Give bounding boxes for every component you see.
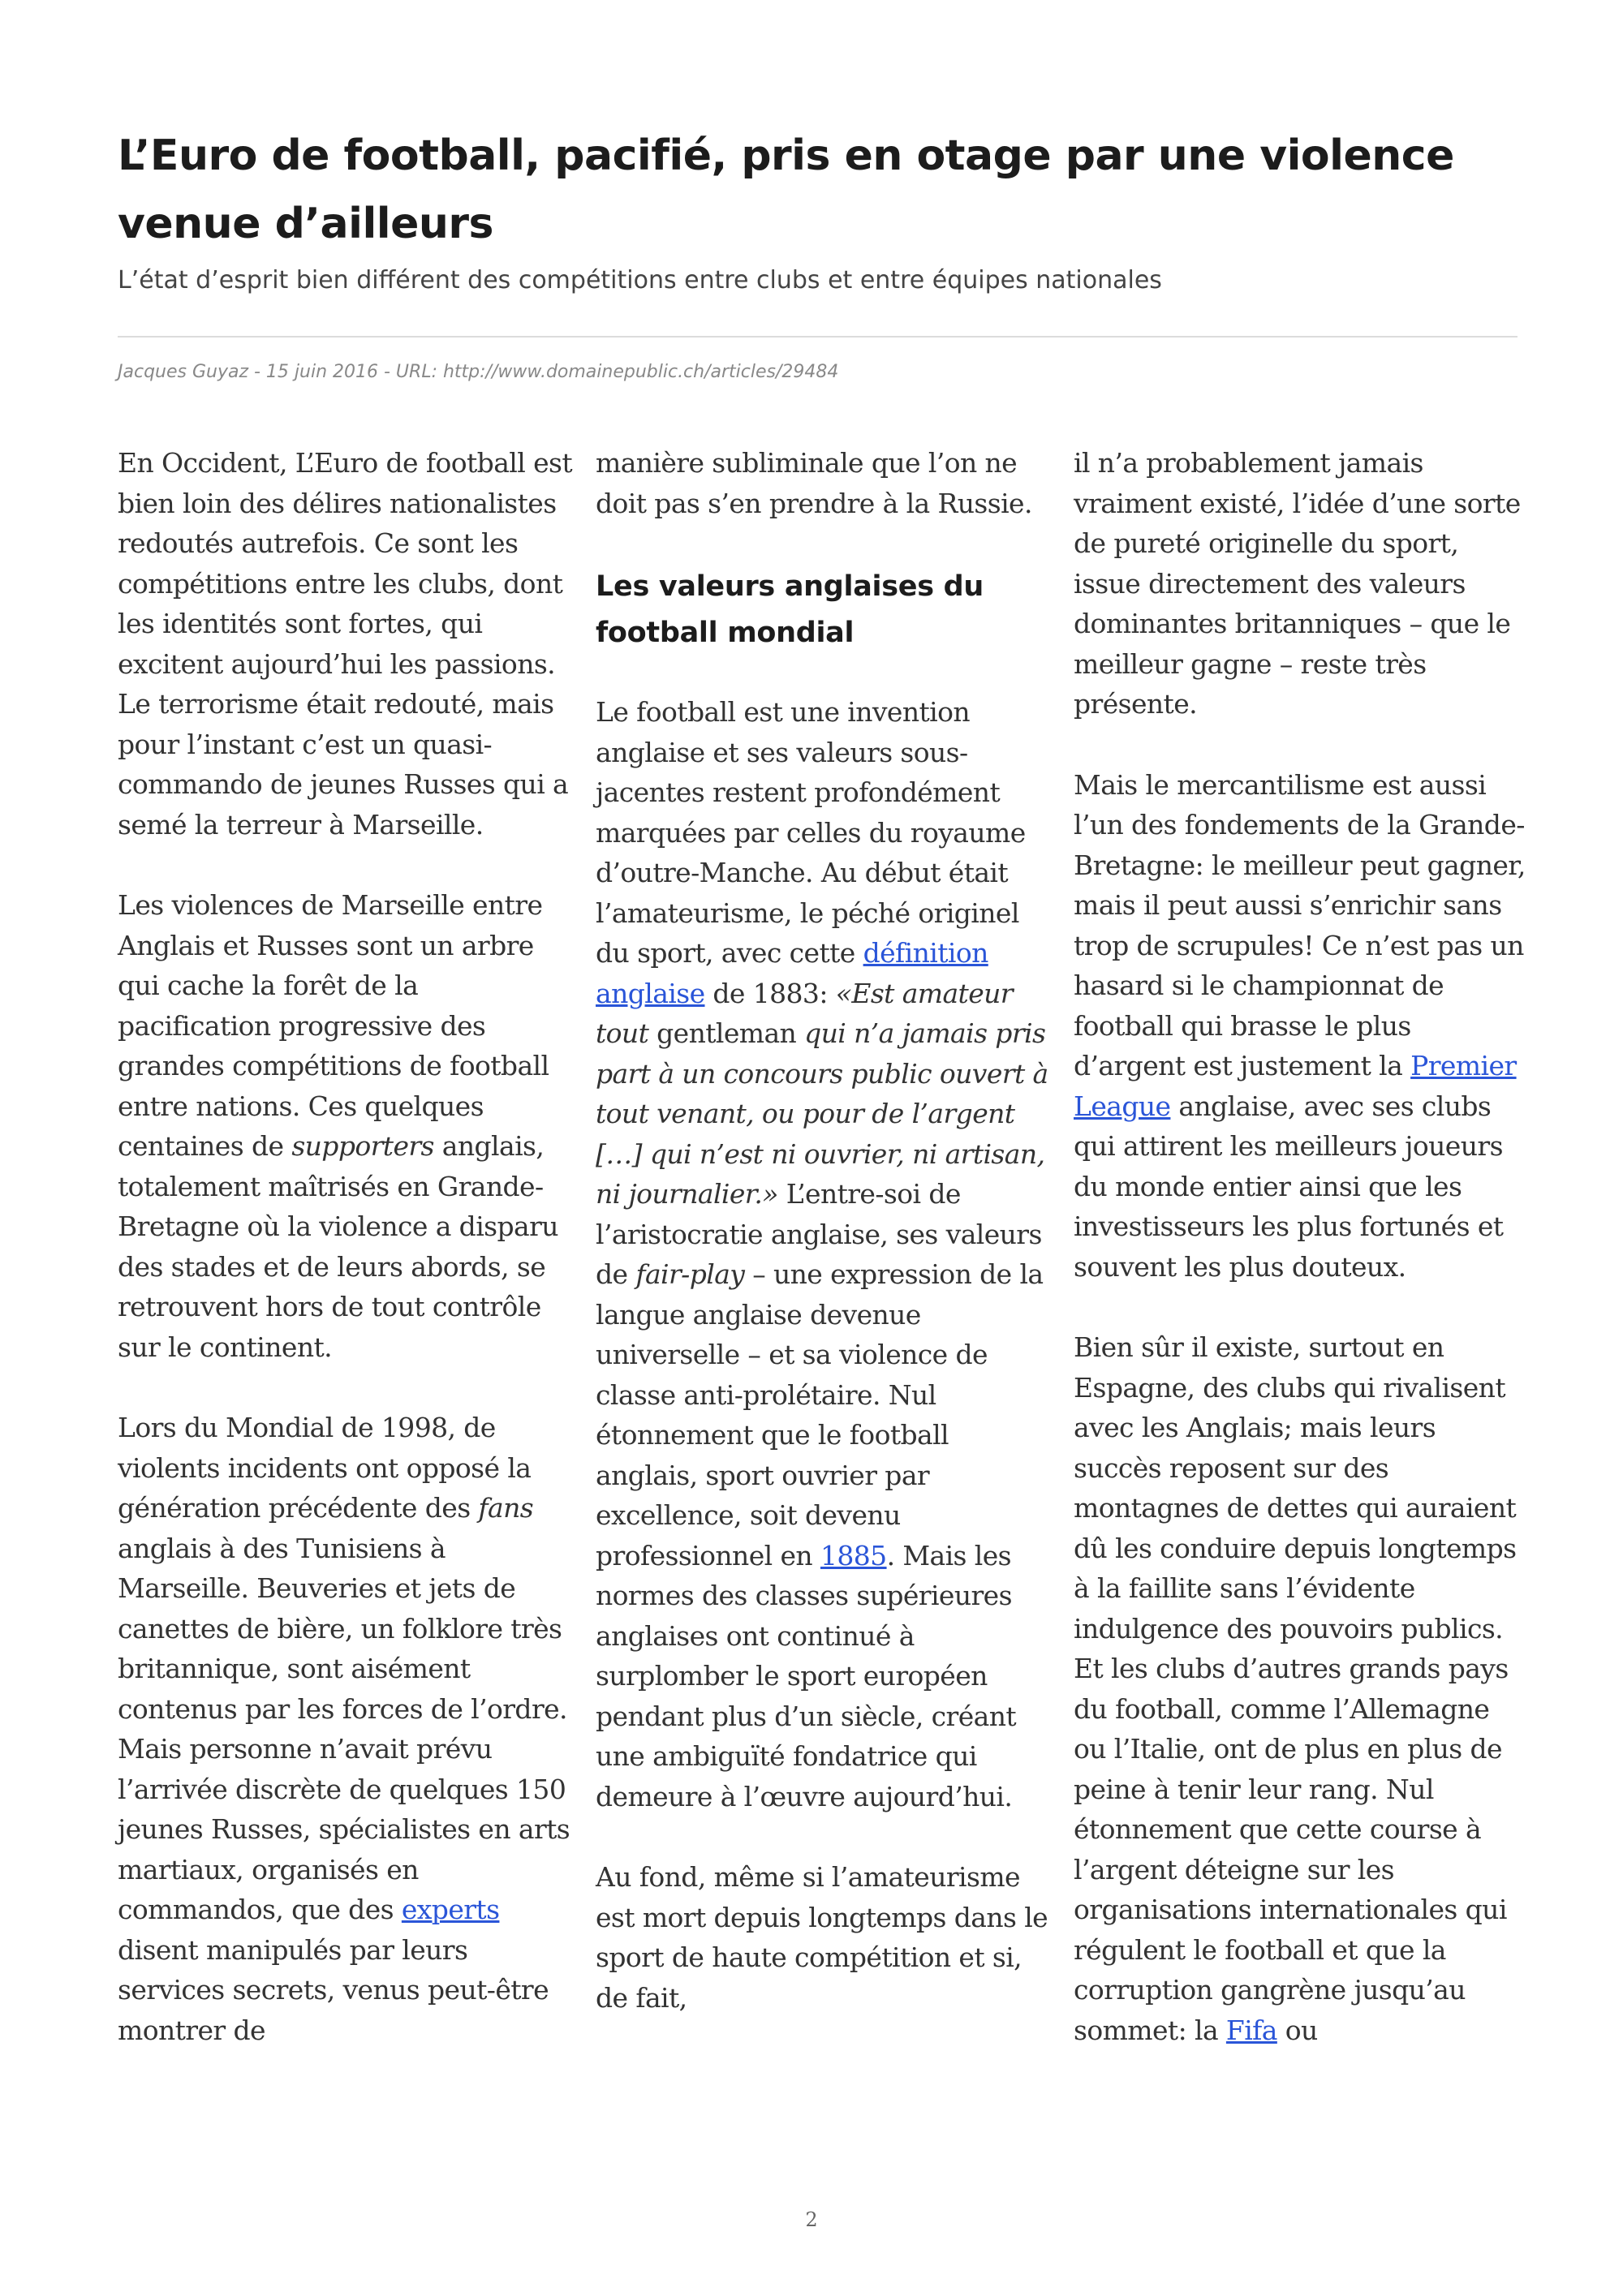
paragraph-text: disent manipulés par leurs services secrets, venus peut-être montrer de — [118, 1933, 549, 2046]
link-fifa[interactable]: Fifa — [1225, 2014, 1277, 2046]
paragraph-text: de 1883: — [704, 977, 836, 1009]
text-column-1 — [118, 443, 572, 2091]
paragraph — [1074, 1327, 1528, 2050]
paragraph — [1074, 765, 1528, 1288]
paragraph-text: ou — [1276, 2014, 1318, 2046]
quote-text: «Est amateur tout — [596, 977, 1013, 1049]
link-1885[interactable]: 1885 — [820, 1539, 887, 1572]
paragraph-text: il n’a probablement jamais vraiment existé, l’idée d’une sorte de pureté originelle du sport, issue directement des valeurs dominantes britanniques – que le meilleur gagne – reste très présente. — [1074, 447, 1521, 720]
text-column-2 — [596, 443, 1050, 2058]
paragraph-text: Le football est une invention anglaise et ses valeurs sous-jacentes restent profondément marquées par celles du royaume d’outre-Manche. Au début était l’amateurisme, le péché originel du sport, avec cette — [596, 696, 1026, 969]
paragraph — [596, 1857, 1050, 2018]
paragraph-text: . Mais les normes des classes supérieures anglaises ont continué à surplomber le sport européen pendant plus d’un siècle, créant une ambiguïté fondatrice qui demeure à l’œuvre aujourd’hui. — [596, 1539, 1017, 1812]
article-meta: Jacques Guyaz - 15 juin 2016 - URL: http://www.domainepublic.ch/articles/29484 — [118, 362, 839, 382]
paragraph-text: anglais à des Tunisiens à Marseille. Beuveries et jets de canettes de bière, un folklore très britannique, sont aisément contenus par les forces de l’ordre. Mais personne n’avait prévu l’arrivée discrète de quelques 150 jeunes Russes, spécialistes en arts martiaux, organisés en commandos, que des — [118, 1532, 570, 1925]
paragraph-text: anglais, totalement maîtrisés en Grande-Bretagne où la violence a disparu des stades et de leurs abords, se retrouvent hors de tout contrôle sur le continent. — [118, 1130, 558, 1363]
link-definition-anglaise[interactable]: définition anglaise — [596, 937, 988, 1009]
paragraph-text: Mais le mercantilisme est aussi l’un des fondements de la Grande-Bretagne: le meilleur peut gagner, mais il peut aussi s’enrichir sans trop de scrupules! Ce n’est pas un hasard si le championnat de football qui brasse le plus d’argent est justement la — [1074, 768, 1526, 1081]
paragraph — [596, 692, 1050, 1817]
section-heading: Les valeurs anglaises du football mondial — [596, 570, 984, 649]
paragraph-text: gentleman — [648, 1017, 805, 1049]
article-subtitle: L’état d’esprit bien différent des compétitions entre clubs et entre équipes nationales — [118, 266, 1162, 295]
paragraph — [118, 1408, 572, 2050]
quote-text: qui n’a jamais pris part à un concours public ouvert à tout venant, ou pour de l’argent […] qui n’est ni ouvrier, ni artisan, ni journalier.» — [596, 1017, 1048, 1210]
paragraph-text: anglaise, avec ses clubs qui attirent les meilleurs joueurs du monde entier ainsi que les investisseurs les plus fortunés et souvent les plus douteux. — [1074, 1090, 1504, 1283]
paragraph-text: Lors du Mondial de 1998, de violents incidents ont opposé la génération précédente des — [118, 1412, 532, 1524]
paragraph-text: L’entre-soi de l’aristocratie anglaise, ses valeurs de — [596, 1178, 1042, 1290]
paragraph-text: Au fond, même si l’amateurisme est mort depuis longtemps dans le sport de haute compétition et si, de fait, — [596, 1861, 1048, 2014]
link-premier-league[interactable]: Premier League — [1074, 1050, 1517, 1122]
paragraph-text: Bien sûr il existe, surtout en Espagne, des clubs qui rivalisent avec les Anglais; mais leurs succès reposent sur des montagnes de dettes qui auraient dû les conduire depuis longtemps à la faillite sans l’évidente indulgence des pouvoirs publics. Et les clubs d’autres grands pays du football, comme l’Allemagne ou l’Italie, ont de plus en plus de peine à tenir leur rang. Nul étonnement que cette course à l’argent déteigne sur les organisations internationales qui régulent le football et que la corruption gangrène jusqu’au sommet: la — [1074, 1331, 1517, 2046]
paragraph-text: manière subliminale que l’on ne doit pas s’en prendre à la Russie. — [596, 447, 1032, 519]
emphasis-text: fans — [478, 1492, 534, 1524]
paragraph — [118, 443, 572, 845]
header-divider — [118, 336, 1518, 338]
link-experts[interactable]: experts — [401, 1894, 500, 1925]
paragraph — [596, 443, 1050, 523]
paragraph-text: Les violences de Marseille entre Anglais et Russes sont un arbre qui cache la forêt de la pacification progressive des grandes compétitions de football entre nations. Ces quelques centaines de — [118, 889, 549, 1162]
paragraph — [1074, 443, 1528, 724]
emphasis-text: supporters — [291, 1130, 434, 1162]
article-title: L’Euro de football, pacifié, pris en otage par une violence venue d’ailleurs — [118, 131, 1454, 248]
paragraph-text: – une expression de la langue anglaise devenue universelle – et sa violence de classe anti-prolétaire. Nul étonnement que le football anglais, sport ouvrier par excellence, soit devenu professionnel en — [596, 1258, 1044, 1572]
text-column-3 — [1074, 443, 1528, 2091]
page-number: 2 — [805, 2208, 818, 2231]
paragraph-text: En Occident, L’Euro de football est bien loin des délires nationalistes redoutés autrefois. Ce sont les compétitions entre les clubs, dont les identités sont fortes, qui excitent aujourd’hui les passions. Le terrorisme était redouté, mais pour l’instant c’est un quasi-commando de jeunes Russes qui a semé la terreur à Marseille. — [118, 447, 572, 841]
paragraph — [118, 885, 572, 1367]
emphasis-text: fair-play — [635, 1258, 745, 1290]
